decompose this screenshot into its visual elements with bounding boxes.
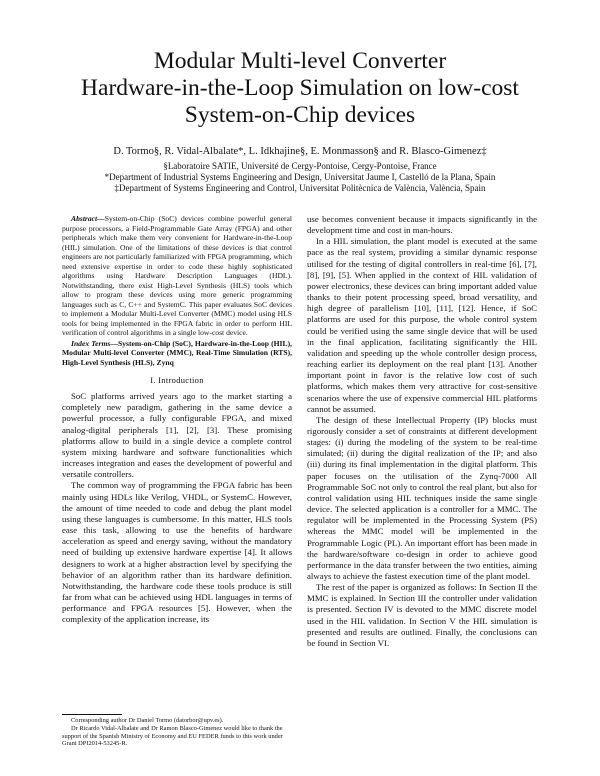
title-line: System-on-Chip devices bbox=[184, 102, 416, 128]
body-paragraph: The design of these Intellectual Property (IP) blocks must rigorously consider a set of constraints at different development stages: (i) during the modeling of the system to be real-time simulated; (ii) during the digital realization of the IP; and also (iii) during its final implementation in the digital platform. This paper focuses on the utilisation of the Zynq-7000 All Programmable SoC not only to control the real plant, but also for control validation using HIL techniques inside the same single device. The selected application is a controller for a MMC. The regulator will be implemented in the Processing System (PS) whereas the MMC model will be implemented in the Programmable Logic (PL). An important effort has been made in the hardware/software co-design in order to achieve good performance in the data transfer between the two entities, aiming always to achieve the fastest execution time of the plant model. bbox=[307, 414, 537, 581]
left-column bbox=[62, 214, 292, 625]
body-paragraph: The rest of the paper is organized as follows: In Section II the MMC is explained. In Section III the controller under validation is presented. Section IV is devoted to the MMC discrete model used in the HIL validation. In Section V the HIL simulation is presented and results are outlined. Finally, the conclusions can be found in Section VI. bbox=[307, 582, 537, 648]
body-paragraph: use becomes convenient because it impacts significantly in the development time and cost in man-hours. bbox=[307, 214, 537, 236]
body-paragraph: SoC platforms arrived years ago to the market starting a completely new paradigm, gathering in the same device a powerful processor, a fully configurable FPGA, and mixed analog-digital peripherals [1], [2], [3]. These promising platforms allow to build in a single device a complete control system mixing hardware and software functionalities which increases integration and eases the development of powerful and versatile controllers. bbox=[62, 391, 292, 480]
footnote: Dr Ricardo Vidal-Albalate and Dr Ramon Blasco-Gimenez would like to thank the support of the Spanish Ministry of Economy and EU FEDER funds to this work under Grant DPI2014-53245-R. bbox=[62, 724, 283, 748]
index-terms-text: System-on-Chip (SoC), Hardware-in-the-Loop (HIL), Modular Multi-level Converter (MMC), Real-Time Simulation (RTS), High-Level Synthesis (HLS), Zynq bbox=[62, 338, 293, 367]
right-column bbox=[307, 214, 537, 649]
affiliation-3: ‡Department of Systems Engineering and Control, Universitat Politècnica de València, València, Spain bbox=[114, 183, 486, 193]
index-terms bbox=[62, 339, 292, 368]
author-list: D. Tormo§, R. Vidal-Albalate*, L. Idkhajine§, E. Monmasson§ and R. Blasco-Gimenez‡ bbox=[113, 146, 487, 157]
paper-title bbox=[0, 48, 600, 129]
affiliation-1: §Laboratoire SATIE, Université de Cergy-Pontoise, Cergy-Pontoise, France bbox=[163, 161, 437, 171]
body-paragraph: The common way of programming the FPGA fabric has been mainly using HDLs like Verilog, VHDL, or SystemC. However, the amount of time needed to code and debug the plant model using these languages is cumbersome. In this matter, HLS tools ease this task, allowing to use the benefits of hardware acceleration as speed and energy saving, without the mandatory need of building up extensive hardware expertise [4]. It allows designers to work at a higher abstraction level by specifying the behavior of an algorithm rather than its hardware definition. Notwithstanding, the hardware code these tools produce is still far from what can be achieved using HDL languages in terms of performance and FPGA resources [5]. However, when the complexity of the application increase, its bbox=[62, 480, 292, 625]
abstract bbox=[62, 214, 292, 338]
title-line: Modular Multi-level Converter bbox=[153, 48, 447, 74]
affiliation-2: *Department of Industrial Systems Engineering and Design, Universitat Jaume I, Castelló de la Plana, Spain bbox=[104, 172, 496, 182]
abstract-label: Abstract— bbox=[71, 214, 105, 223]
footnotes bbox=[62, 717, 292, 748]
index-terms-label: Index Terms— bbox=[71, 338, 118, 348]
body-paragraph: In a HIL simulation, the plant model is executed at the same pace as the real system, providing a similar dynamic response utilised for the testing of digital controllers in real-time [6], [7], [8], [9], [5]. When applied in the context of HIL validation of power electronics, these devices can bring important added value thanks to their potent processing speed, broad versatility, and high degree of parallelism [10], [11], [12]. Hence, if SoC platforms are used for this purpose, the whole control system could be verified using the same single device that will be used in the final application, facilitating significantly the HIL validation and speeding up the whole controller design process, reaching earlier its deployment on the real plant [13]. Another important point in favor is the relative low cost of such platforms, which makes them very attractive for cost-sensitive scenarios where the use of expensive commercial HIL platforms cannot be assumed. bbox=[307, 236, 537, 414]
title-line: Hardware-in-the-Loop Simulation on low-cost bbox=[81, 75, 519, 101]
footnote-divider bbox=[62, 714, 122, 715]
abstract-text: System-on-Chip (SoC) devices combine powerful general purpose processors, a Field-Programmable Gate Array (FPGA) and other peripherals which make them very convenient for Hardware-in-the-Loop (HIL) simulation. One of the limitations of these devices is that control engineers are not particularly familiarized with FPGA programming, which need extensive expertise in order to code these highly sophisticated algorithms using Hardware Description Languages (HDL). Notwithstanding, there exist High-Level Synthesis (HLS) tools which allow to program these devices using more generic programming languages such as C, C++ and SystemC. This paper evaluates SoC devices to implement a Modular Multi-Level Converter (MMC) model using HLS tools for being implemented in the FPGA fabric in order to perform HIL verification of control algorithms in a single low-cost device. bbox=[62, 214, 292, 337]
footnote: Corresponding author Dr Daniel Tormo (datorbor@upv.es). bbox=[71, 717, 224, 724]
section-heading-introduction: I. Introduction bbox=[150, 375, 204, 385]
